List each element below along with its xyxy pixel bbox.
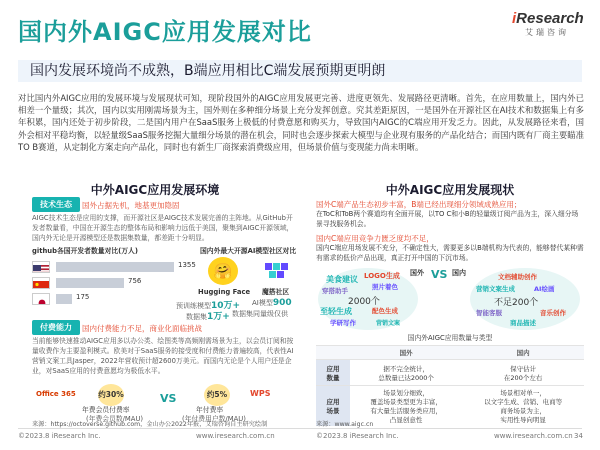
tag-payment-note: 国内付费能力不足，商业化面临挑战: [82, 324, 202, 333]
right-section-title: 中外AIGC应用发展现状: [385, 183, 515, 197]
china-flag-icon: [32, 277, 50, 289]
page-title: 国内外AIGC应用发展对比: [18, 18, 312, 46]
hf-models-label: 预训练模型: [176, 302, 211, 310]
dom-word-3: 智能客服: [476, 309, 502, 317]
status-vs: VS: [431, 268, 448, 281]
tech-description: AIGC技术生态是应用的支撑，而开源社区是AIGC技术发展完善的主阵地。从GitHub开发者数量看，中国在开源生态的整体布局和影响力远低于美国，聚集到AIGC开源领域，国内外无论是开源模型还是数据集数量，都差距十分明显。: [32, 214, 294, 242]
wps-rate-label: 年付费率: [196, 406, 224, 414]
table-caption: 国内外AIGC应用数量与类型: [407, 334, 493, 342]
bar-us: [56, 262, 174, 272]
japan-flag-icon: [32, 293, 50, 305]
domestic-count: 不足200个: [494, 298, 539, 308]
cloud-word-7: 营销文案: [376, 320, 401, 327]
domestic-text: 国内C端应用场发展不充分，不确定性大，需要更多以B端机构为代表的，能够替代某种需有需求的低价产品出现，真正打开中国的下沉市场。: [316, 244, 584, 262]
github-chart-title: github各国开发者数量对比(万人): [32, 247, 138, 255]
table-row: [316, 360, 584, 386]
intro-paragraph: 对比国内外AIGC应用的发展环境与发展现状可知，现阶段国外的AIGC应用发展更完善、进度更领先、发展路径更清晰。首先，在应用数量上，国内外已相差一个量级；其次，国内以实用刚需场景为主，国外则在多种细分场景上充分发挥创意。究其差距原因，一是国外在开源社区在AI技术和数据集上有多年积累，国内还处于初步阶段，二是国内用户在SaaS服务上极低的付费意愿和购买力，导致国内AIGC的C端应用开发乏力。因此，从发展路径来看，国外会相对平稳均衡，以轻量级SaaS服务挖掘大量细分场景的潜在机会，同时也会逐步探索大模型与企业现有服务的产品化结合；而国内既有厂商主要瞄准TO B赛道，从定制化方案走向产品化，同时也有新生厂商探索消费级应用，但场景价值与变现能力尚未明晰。: [18, 93, 584, 152]
footer-right-url[interactable]: www.iresearch.com.cn: [494, 432, 573, 440]
dom-word-4: AI绘画: [534, 285, 555, 293]
mt-models-label: AI模型: [252, 299, 273, 307]
hf-datasets-label: 数据集: [186, 313, 207, 321]
cloud-word-6: 穿搭助手: [322, 287, 348, 295]
dom-word-6: 音乐创作: [540, 309, 566, 317]
logo-subtitle: 艾瑞咨询: [525, 28, 569, 37]
iresearch-logo: [512, 10, 582, 38]
office-rate-label: 年费会员付费率: [82, 406, 130, 414]
dom-word-1: 文档辅助创作: [498, 273, 537, 281]
label-abroad: 国外: [410, 269, 424, 277]
table-header-domestic: 国内: [462, 346, 584, 360]
bar-value-us: 1355: [178, 261, 196, 269]
table-header-empty: [316, 346, 350, 360]
bar-japan: [56, 294, 72, 304]
office365-logo: Office 365: [36, 390, 76, 398]
table-header-abroad: 国外: [350, 346, 462, 360]
community-title: 国内外最大开源AI模型社区对比: [200, 247, 297, 255]
wps-rate-sub: (年付费用户数/MAU): [182, 415, 246, 423]
subtitle-banner: 国内发展环境尚不成熟，B端应用相比C端发展预期更明朗: [18, 60, 582, 82]
wps-logo: WPS: [250, 389, 271, 398]
office-rate-sub: (年费会员数/MAU): [86, 415, 144, 423]
modelscope-icon: [262, 257, 292, 285]
cell-abroad-scene: 场景划分细致， 覆盖场景类型更为丰富， 有大量生活服务类应用， 凸显创意性: [350, 386, 462, 427]
hf-datasets-stat: [186, 309, 230, 322]
cloud-word-3: 照片着色: [372, 283, 398, 291]
abroad-note: 国外C端产品生态初步丰富，B端已经出现细分领域成熟应用；: [316, 200, 522, 209]
left-source: 来源：https://octoverse.github.com，金山办公2022年报，艾瑞咨询自主研究绘制: [32, 421, 268, 428]
footer-divider: [18, 428, 582, 429]
mt-models-stat: [252, 298, 292, 308]
footer-right-copyright: ©2023.8 iResearch Inc.: [316, 432, 399, 440]
mt-models-value: 900: [272, 298, 292, 308]
office-pct-badge: 约30%: [98, 384, 124, 406]
cell-abroad-count: 据不完全统计， 总数量已达2000个: [350, 360, 462, 386]
payment-vs: VS: [160, 392, 177, 405]
label-domestic: 国内: [452, 269, 466, 277]
modelscope-label: 魔搭社区: [262, 288, 290, 296]
us-flag-icon: [32, 261, 50, 273]
footer-left-url[interactable]: www.iresearch.com.cn: [196, 432, 275, 440]
cloud-word-1: 美食建议: [326, 275, 358, 284]
hf-models-value: 10万+: [211, 301, 241, 311]
cell-domestic-count: 保守估计 在200个左右: [462, 360, 584, 386]
bar-value-china: 756: [128, 277, 142, 285]
table-header-row: [316, 346, 584, 360]
domestic-note: 国内C端应用竞争力匮乏度均不足，: [316, 234, 434, 243]
right-source: 来源：www.aigc.cn: [316, 421, 374, 428]
payment-description: 当前能够快速推动AIGC应用多以办公类、绘图类等高频刚需场景为主，以会员订阅和按量收费作为主要盈利模式。欧美对于SaaS服务的接受度和付费能力普遍较高，代表性AI营销文案工具Jasper，2022年营收预计超2600万美元。而国内无论是个人用户还是企业，对SaaS应用的付费意愿均为极低水平。: [32, 337, 294, 375]
cloud-word-5: 至轻生成: [320, 307, 352, 316]
tag-payment: 付费能力: [32, 320, 80, 335]
tag-tech-note: 国外占据先机，地基更加隐固: [82, 201, 180, 210]
logo-wordmark: iResearch: [512, 10, 584, 27]
abroad-text: 在ToC和ToB两个赛道均有全面开展，以TO C和小B的轻量级订阅产品为主，深入细分场景寻找服务机会。: [316, 210, 579, 228]
mt-datasets-stat: 数据集同量级仅供: [232, 310, 288, 318]
row-label-scene: 应用 场景: [316, 386, 350, 427]
page-number: 34: [574, 432, 583, 440]
comparison-table: [316, 345, 584, 426]
left-section-title: 中外AIGC应用发展环境: [90, 183, 220, 197]
cloud-word-8: 配色生成: [372, 307, 398, 315]
cloud-word-4: 学研写作: [330, 319, 356, 327]
cell-domestic-scene: 场景相对单一， 以文字生成、营销、电商等 商务场景为主， 实用性导向明显: [462, 386, 584, 427]
dom-word-5: 商品描述: [510, 319, 536, 327]
dom-word-2: 营销文案生成: [476, 285, 515, 293]
abroad-count: 2000个: [348, 297, 380, 307]
bar-china: [56, 278, 124, 288]
cloud-word-2: LOGO生成: [364, 272, 400, 280]
footer-left-copyright: ©2023.8 iResearch Inc.: [18, 432, 101, 440]
hugging-face-label: Hugging Face: [198, 288, 251, 296]
tag-tech-ecosystem: 技术生态: [32, 197, 80, 212]
hugging-face-icon: 🤗: [208, 257, 238, 285]
wps-pct-badge: 约5%: [204, 384, 230, 406]
row-label-count: 应用 数量: [316, 360, 350, 386]
hf-datasets-value: 1万+: [207, 312, 230, 322]
bar-value-japan: 175: [76, 293, 90, 301]
